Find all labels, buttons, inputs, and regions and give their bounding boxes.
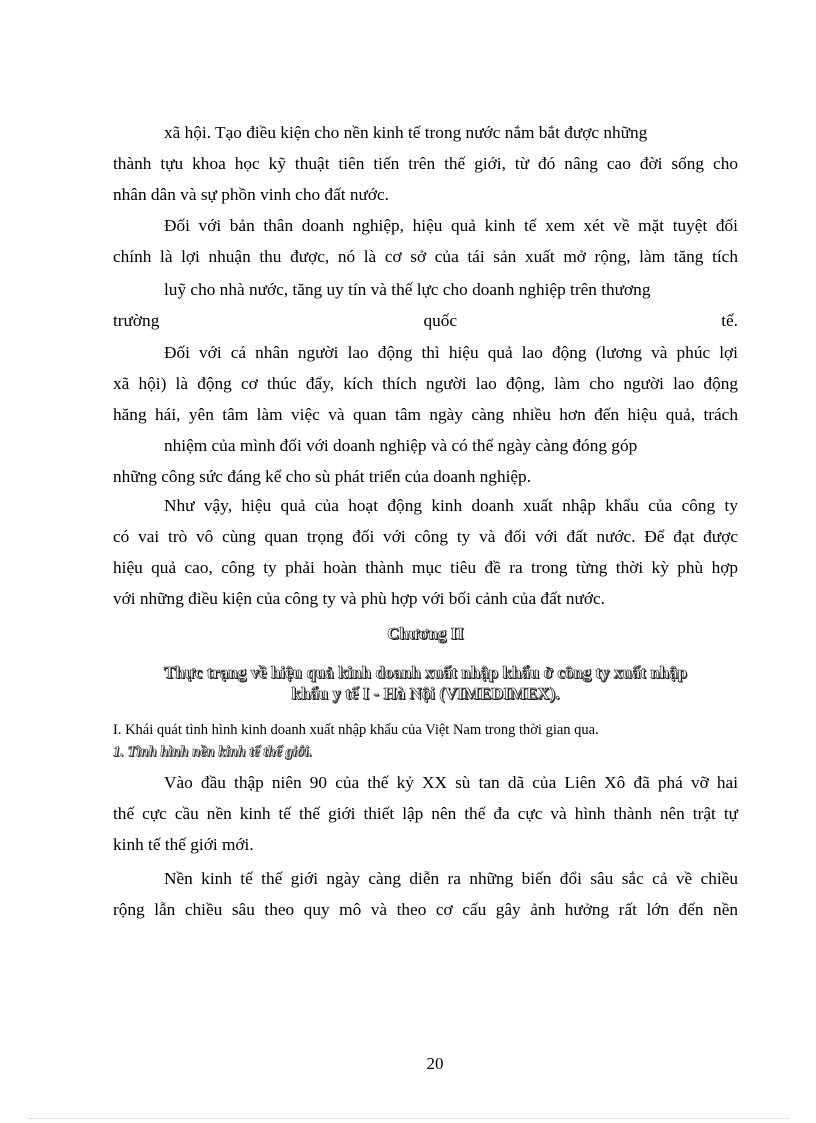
justified-line [113,305,738,336]
paragraph-5 [113,430,738,492]
text-line: rộng lẫn chiều sâu theo quy mô và theo cơ cấu gây ảnh hưởng rất lớn đến nền [113,900,738,919]
paragraph-8 [113,863,738,925]
text-line: luỹ cho nhà nước, tăng uy tín và thế lực cho doanh nghiệp trên thương [164,280,651,299]
text-line: nhân dân và sự phồn vinh cho đất nước. [113,185,389,204]
paragraph-3 [113,274,738,336]
paragraph-6 [113,490,738,614]
text-line: chính là lợi nhuận thu được, nó là cơ sở của tái sản xuất mở rộng, làm tăng tích [113,247,738,266]
chapter-title-line-2: khẩu y tế I - Hà Nội (VIMEDIMEX). [291,684,560,703]
word: trường [113,311,160,330]
text-line: kinh tế thế giới mới. [113,835,254,854]
text-line: Như vậy, hiệu quả của hoạt động kinh doanh xuất nhập khẩu của công ty [164,496,738,515]
text-line: hiệu quả cao, công ty phải hoàn thành mục tiêu đề ra trong từng thời kỳ phù hợp [113,558,738,577]
text-line: thành tựu khoa học kỹ thuật tiên tiến trên thế giới, từ đó nâng cao đời sống cho [113,154,738,173]
paragraph-7 [113,767,738,860]
paragraph-4 [113,337,738,430]
text-line: xã hội. Tạo điều kiện cho nền kinh tế trong nước nắm bắt được những [164,123,648,142]
text-line: với những điều kiện của công ty và phù hợp với bối cảnh của đất nước. [113,589,606,608]
chapter-title [113,662,738,704]
text-line: Đối với bản thân doanh nghiệp, hiệu quả kinh tế xem xét về mặt tuyệt đối [164,216,738,235]
text-line: Nền kinh tế thế giới ngày càng diễn ra những biến đổi sâu sắc cả về chiều [164,869,738,888]
text-line: xã hội) là động cơ thúc đẩy, kích thích người lao động, làm cho người lao động [113,374,738,393]
chapter-heading: Chương II [387,624,464,643]
text-line: nhiệm của mình đối với doanh nghiệp và có thể ngày càng đóng góp [164,436,638,455]
text-line: hăng hái, yên tâm làm việc và quan tâm ngày càng nhiều hơn đến hiệu quả, trách [113,405,738,424]
text-line: có vai trò vô cùng quan trọng đối với công ty và đối với đất nước. Để đạt được [113,527,738,546]
paragraph-1 [113,117,738,210]
chapter-title-line-1: Thực trạng về hiệu quả kinh doanh xuất nhập khẩu ở công ty xuất nhập [163,663,688,682]
text-line: thế cực cầu nền kinh tế thế giới thiết lập nên thế đa cực và hình thành nên trật tự [113,804,738,823]
paragraph-2 [113,210,738,272]
text-line: Vào đầu thập niên 90 của thế kỷ XX sù tan dã của Liên Xô đã phá vỡ hai [164,773,738,792]
text-line: những công sức đáng kể cho sù phát triển của doanh nghiệp. [113,467,532,486]
word: tế. [721,311,738,330]
page-divider [28,1118,788,1119]
word: quốc [423,311,458,330]
subsection-heading: 1. Tình hình nền kinh tế thế giới. [113,744,313,760]
text-line: Đối với cá nhân người lao động thì hiệu quả lao động (lương và phúc lợi [164,343,738,362]
page-number: 20 [426,1054,444,1073]
section-heading: I. Khái quát tình hình kinh doanh xuất nhập khẩu của Việt Nam trong thời gian qua. [113,722,599,738]
